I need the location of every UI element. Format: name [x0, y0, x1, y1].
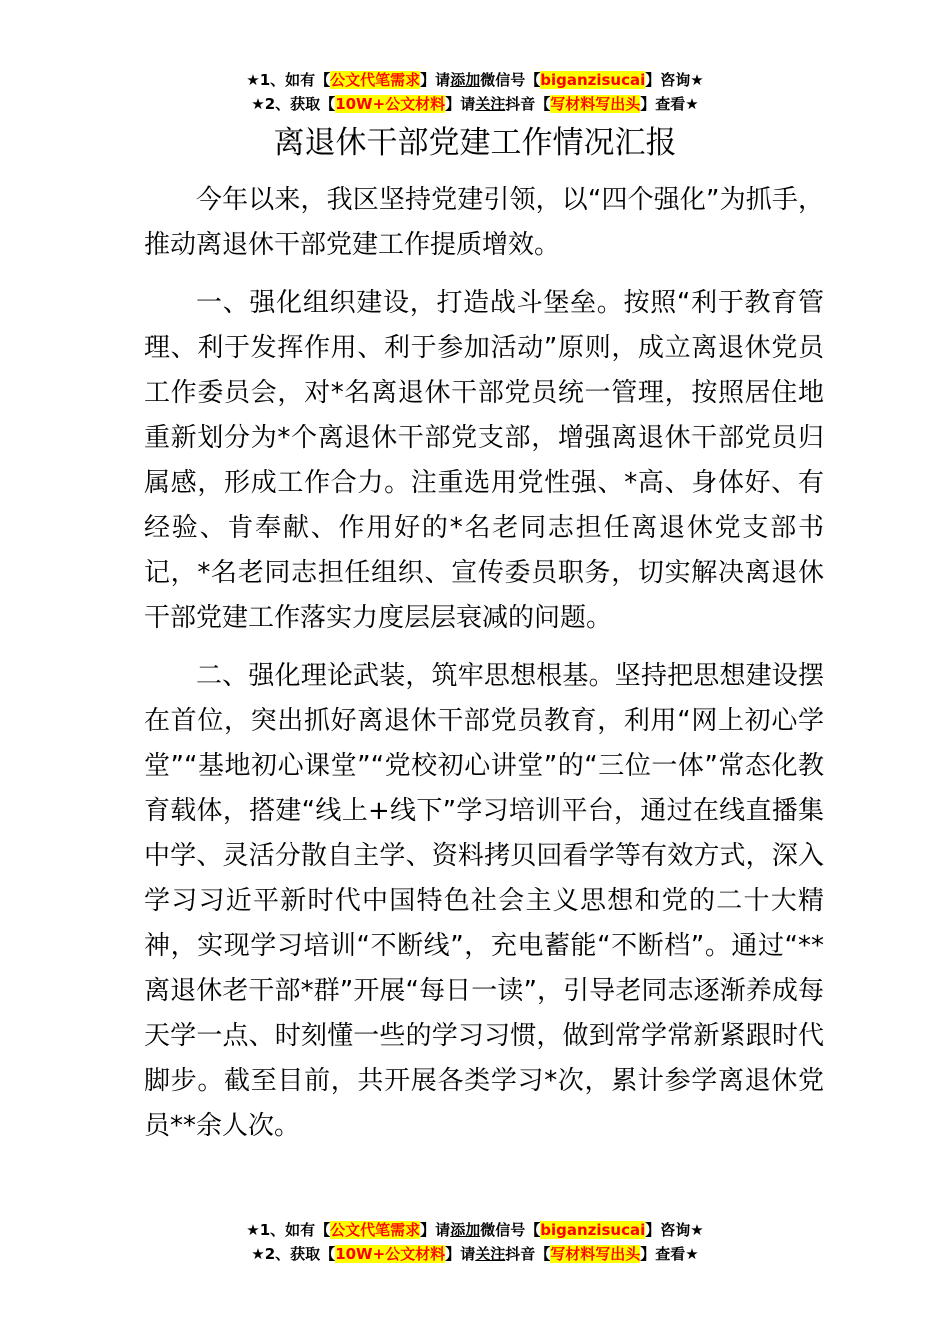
banner-highlight: 写材料写出头: [550, 1245, 641, 1263]
banner-text: 抖音【: [505, 95, 551, 113]
banner-text: 】查看★: [640, 1245, 699, 1263]
banner-line-2: [0, 1242, 950, 1266]
banner-text: 微信号【: [480, 71, 541, 89]
banner-text: 】请: [420, 1221, 451, 1239]
banner-text: 】请: [445, 95, 476, 113]
banner-text: ★1、如有【: [246, 1221, 331, 1239]
banner-highlight: 10W+公文材料: [335, 1245, 446, 1263]
banner-line-1: [0, 1218, 950, 1242]
banner-text: 】咨询★: [645, 71, 704, 89]
paragraph-intro: 今年以来，我区坚持党建引领，以“四个强化”为抓手，推动离退休干部党建工作提质增效。: [144, 185, 824, 260]
document-body: [144, 178, 824, 1162]
banner-highlight: biganzisucai: [540, 71, 646, 89]
footer-banner: [0, 1218, 950, 1266]
header-banner: [0, 68, 950, 116]
banner-text: ★1、如有【: [246, 71, 331, 89]
banner-text: 】咨询★: [645, 1221, 704, 1239]
banner-highlight: 10W+公文材料: [335, 95, 446, 113]
banner-text: 抖音【: [505, 1245, 551, 1263]
banner-highlight: 公文代笔需求: [330, 1221, 421, 1239]
banner-line-1: [0, 68, 950, 92]
banner-emphasis: 关注: [475, 95, 506, 113]
banner-text: ★2、获取【: [251, 95, 336, 113]
banner-text: ★2、获取【: [251, 1245, 336, 1263]
banner-text: 微信号【: [480, 1221, 541, 1239]
banner-text: 】请: [445, 1245, 476, 1263]
document-title: 离退休干部党建工作情况汇报: [273, 125, 677, 161]
banner-text: 】请: [420, 71, 451, 89]
banner-highlight: biganzisucai: [540, 1221, 646, 1239]
paragraph-section-1: 一、强化组织建设，打造战斗堡垒。按照“利于教育管理、利于发挥作用、利于参加活动”原则，成立离退休党员工作委员会，对*名离退休干部党员统一管理，按照居住地重新划分为*个离退休干部党支部，增强离退休干部党员归属感，形成工作合力。注重选用党性强、*高、身体好、有经验、肯奉献、作用好的*名老同志担任离退休党支部书记，*名老同志担任组织、宣传委员职务，切实解决离退休干部党建工作落实力度层层衰减的问题。: [144, 288, 824, 633]
banner-emphasis: 关注: [475, 1245, 506, 1263]
banner-highlight: 写材料写出头: [550, 95, 641, 113]
banner-line-2: [0, 92, 950, 116]
banner-highlight: 公文代笔需求: [330, 71, 421, 89]
banner-emphasis: 添加: [450, 1221, 481, 1239]
banner-text: 】查看★: [640, 95, 699, 113]
paragraph-section-2: 二、强化理论武装，筑牢思想根基。坚持把思想建设摆在首位，突出抓好离退休干部党员教育，利用“网上初心学堂”“基地初心课堂”“党校初心讲堂”的“三位一体”常态化教育载体，搭建“线上+线下”学习培训平台，通过在线直播集中学、灵活分散自主学、资料拷贝回看学等有效方式，深入学习习近平新时代中国特色社会主义思想和党的二十大精神，实现学习培训“不断线”，充电蓄能“不断档”。通过“**离退休老干部*群”开展“每日一读”，引导老同志逐渐养成每天学一点、时刻懂一些的学习习惯，做到常学常新紧跟时代脚步。截至目前，共开展各类学习*次，累计参学离退休党员**余人次。: [144, 661, 824, 1141]
banner-emphasis: 添加: [450, 71, 481, 89]
